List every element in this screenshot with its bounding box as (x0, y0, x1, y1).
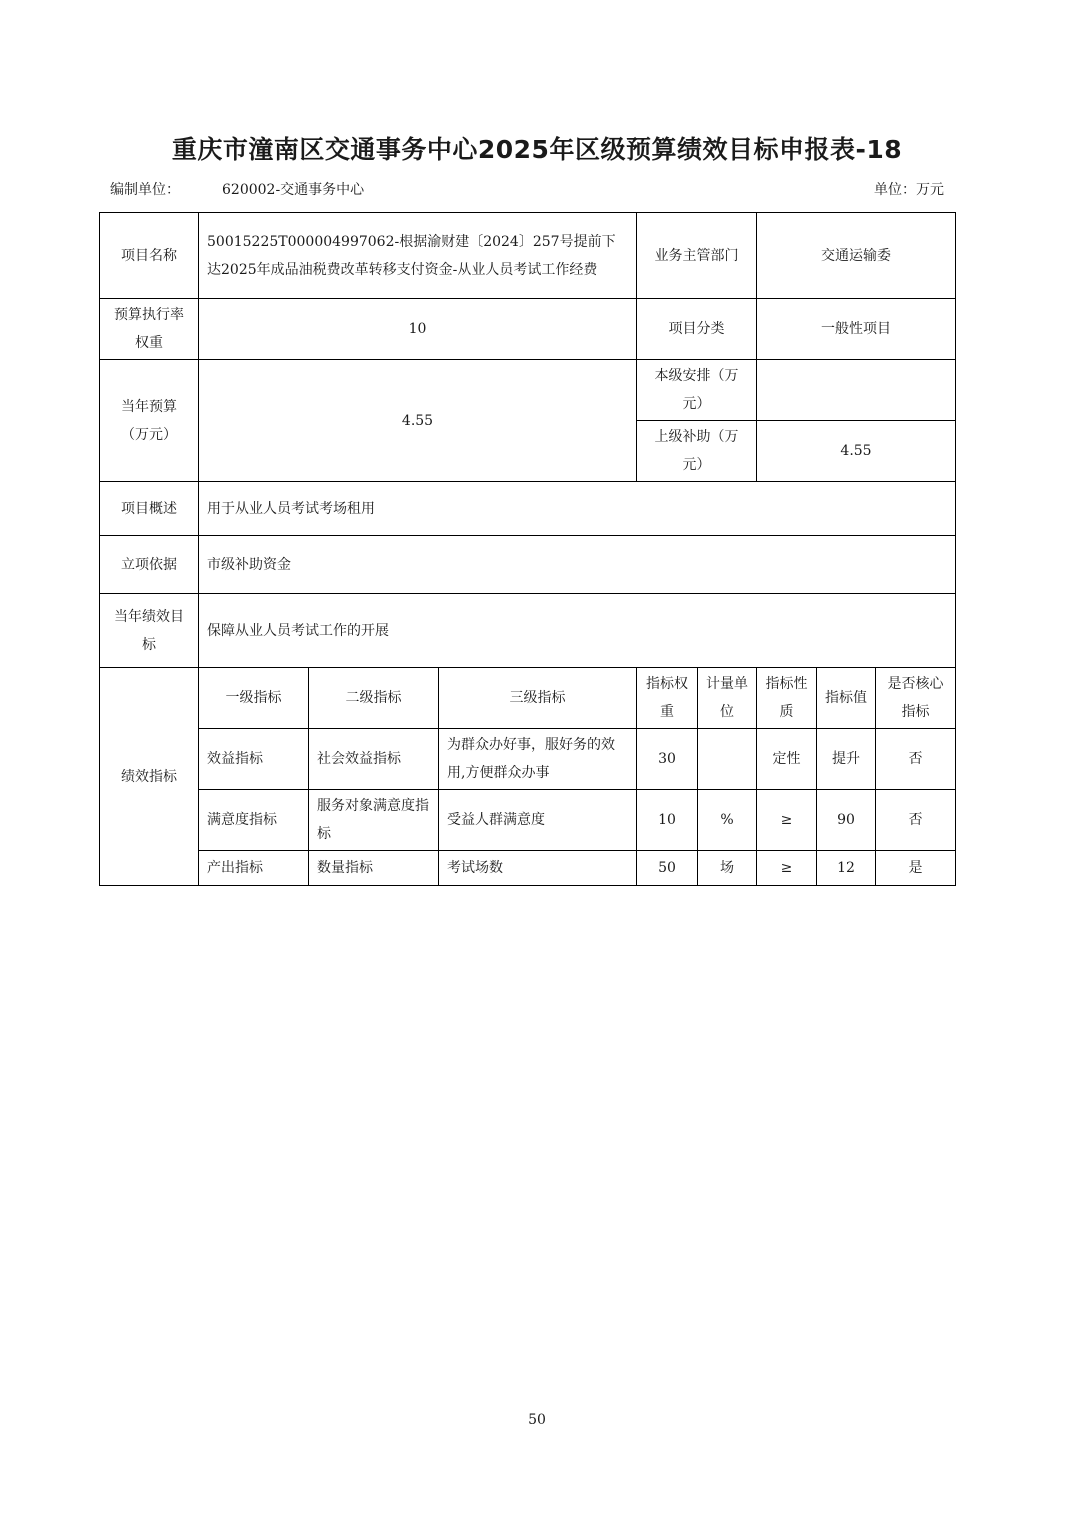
header-unit: 计量单位 (698, 668, 757, 729)
row-core: 否 (876, 790, 956, 851)
table-row (100, 729, 956, 790)
row-level1: 效益指标 (199, 729, 309, 790)
page-title: 重庆市潼南区交通事务中心2025年区级预算绩效目标申报表-18 (171, 135, 903, 164)
basis-label: 立项依据 (100, 536, 199, 594)
row-nature: 定性 (757, 729, 817, 790)
header-weight: 指标权重 (637, 668, 698, 729)
row-level1: 产出指标 (199, 851, 309, 886)
table-row (100, 851, 956, 886)
performance-label: 绩效指标 (100, 668, 199, 886)
header-value: 指标值 (817, 668, 876, 729)
row-value: 90 (817, 790, 876, 851)
row-project-name (100, 213, 956, 299)
header-level3: 三级指标 (439, 668, 637, 729)
header-level2: 二级指标 (309, 668, 439, 729)
overview-value: 用于从业人员考试考场租用 (199, 482, 956, 536)
row-level2: 服务对象满意度指标 (309, 790, 439, 851)
row-budget-local (100, 360, 956, 421)
project-name-label: 项目名称 (100, 213, 199, 299)
page-number: 50 (528, 1412, 546, 1428)
performance-report-table (99, 212, 956, 886)
row-weight: 30 (637, 729, 698, 790)
row-unit (698, 729, 757, 790)
local-value (757, 360, 956, 421)
header-level1: 一级指标 (199, 668, 309, 729)
row-nature: ≥ (757, 790, 817, 851)
row-core: 否 (876, 729, 956, 790)
row-level2: 数量指标 (309, 851, 439, 886)
category-value: 一般性项目 (757, 299, 956, 360)
row-level3: 考试场数 (439, 851, 637, 886)
superior-label: 上级补助（万元） (637, 421, 757, 482)
row-weight: 10 (637, 790, 698, 851)
row-level1: 满意度指标 (199, 790, 309, 851)
row-overview (100, 482, 956, 536)
table-row (100, 790, 956, 851)
row-value: 12 (817, 851, 876, 886)
row-level3: 为群众办好事，服好务的效用,方便群众办事 (439, 729, 637, 790)
row-weight: 50 (637, 851, 698, 886)
header-core: 是否核心指标 (876, 668, 956, 729)
exec-weight-value: 10 (199, 299, 637, 360)
budget-label: 当年预算（万元） (100, 360, 199, 482)
row-goal (100, 594, 956, 668)
org-value: 620002-交通事务中心 (222, 182, 365, 198)
row-unit: 场 (698, 851, 757, 886)
org-label: 编制单位： (110, 182, 180, 198)
budget-value: 4.55 (199, 360, 637, 482)
category-label: 项目分类 (637, 299, 757, 360)
local-label: 本级安排（万元） (637, 360, 757, 421)
performance-header-row (100, 668, 956, 729)
goal-label: 当年绩效目标 (100, 594, 199, 668)
row-basis (100, 536, 956, 594)
row-level2: 社会效益指标 (309, 729, 439, 790)
superior-value: 4.55 (757, 421, 956, 482)
row-core: 是 (876, 851, 956, 886)
basis-value: 市级补助资金 (199, 536, 956, 594)
row-value: 提升 (817, 729, 876, 790)
project-name-value: 50015225T000004997062-根据渝财建〔2024〕257号提前下达2025年成品油税费改革转移支付资金-从业人员考试工作经费 (199, 213, 637, 299)
dept-label: 业务主管部门 (637, 213, 757, 299)
row-exec-weight (100, 299, 956, 360)
row-nature: ≥ (757, 851, 817, 886)
header-nature: 指标性质 (757, 668, 817, 729)
exec-weight-label: 预算执行率权重 (100, 299, 199, 360)
row-unit: % (698, 790, 757, 851)
dept-value: 交通运输委 (757, 213, 956, 299)
goal-value: 保障从业人员考试工作的开展 (199, 594, 956, 668)
row-level3: 受益人群满意度 (439, 790, 637, 851)
overview-label: 项目概述 (100, 482, 199, 536)
org-info (110, 179, 364, 199)
unit-label: 单位：万元 (874, 182, 944, 198)
